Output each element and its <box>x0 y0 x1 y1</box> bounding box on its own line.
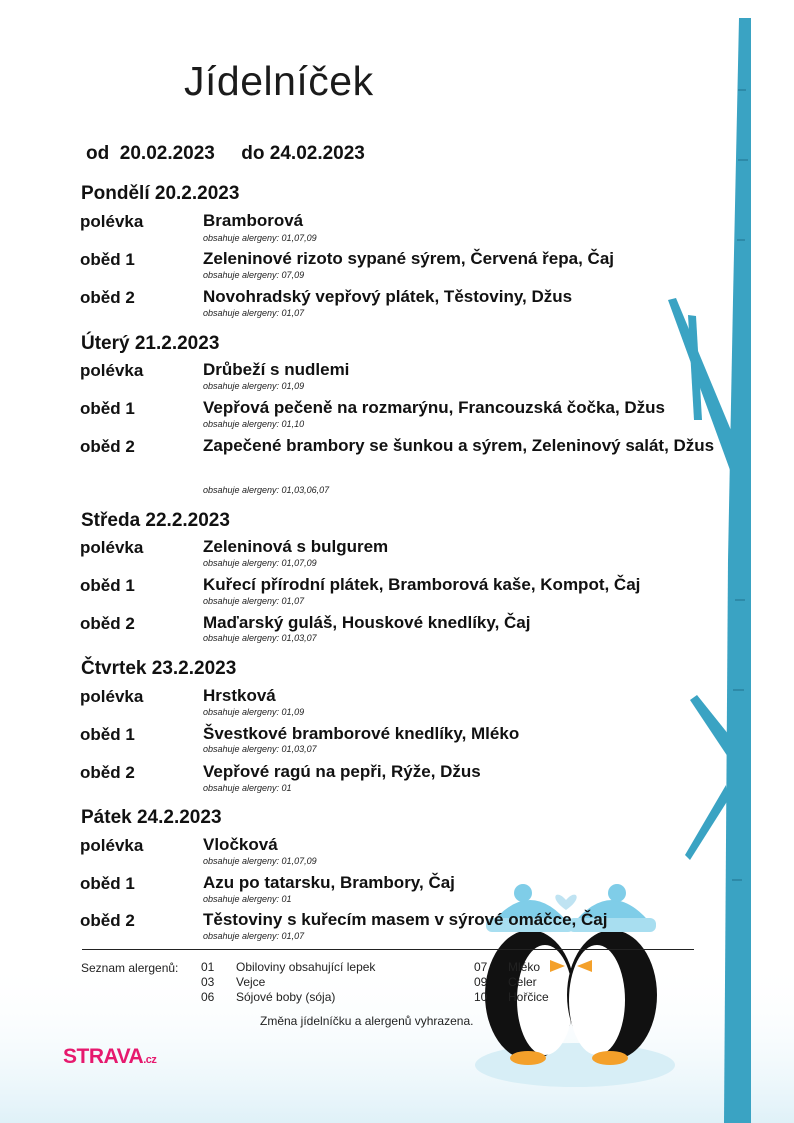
meal-label: oběd 2 <box>80 763 135 782</box>
meal-allergens: obsahuje alergeny: 01,03,07 <box>203 633 317 643</box>
meal-dish: Vepřová pečeně na rozmarýnu, Francouzská čočka, Džus <box>203 398 666 417</box>
disclaimer: Změna jídelníčku a alergenů vyhrazena. <box>260 1014 474 1028</box>
allergen-code: 10 <box>474 990 488 1004</box>
meal-label: polévka <box>80 538 144 557</box>
meal-allergens: obsahuje alergeny: 01,07,09 <box>203 856 317 866</box>
meal-label: oběd 1 <box>80 725 135 744</box>
allergen-code: 06 <box>201 990 215 1004</box>
meal-allergens: obsahuje alergeny: 01,09 <box>203 707 305 717</box>
meal-allergens: obsahuje alergeny: 01,03,06,07 <box>203 485 330 495</box>
meal-allergens: obsahuje alergeny: 01,07 <box>203 596 305 606</box>
allergen-code: 01 <box>201 960 215 974</box>
meal-dish: Zeleninové rizoto sypané sýrem, Červená řepa, Čaj <box>203 249 614 268</box>
day-heading: Úterý 21.2.2023 <box>81 333 220 354</box>
meal-label: oběd 2 <box>80 437 135 456</box>
allergen-name: Vejce <box>236 975 266 989</box>
meal-label: oběd 1 <box>80 399 135 418</box>
page-title: Jídelníček <box>184 58 374 104</box>
day-heading: Pondělí 20.2.2023 <box>81 183 240 204</box>
meal-label: oběd 2 <box>80 614 135 633</box>
allergen-name: Mléko <box>508 960 541 974</box>
meal-label: oběd 1 <box>80 874 135 893</box>
meal-allergens: obsahuje alergeny: 01,03,07 <box>203 744 317 754</box>
meal-dish: Zeleninová s bulgurem <box>203 537 389 556</box>
meal-label: polévka <box>80 212 144 231</box>
from-label: od <box>86 143 110 164</box>
allergen-name: Celer <box>508 975 537 989</box>
meal-label: polévka <box>80 836 144 855</box>
meal-label: oběd 1 <box>80 576 135 595</box>
from-date: 20.02.2023 <box>119 143 215 164</box>
meal-allergens: obsahuje alergeny: 07,09 <box>203 270 305 280</box>
meal-dish: Vepřové ragú na pepři, Rýže, Džus <box>203 762 481 781</box>
allergen-list-label: Seznam alergenů: <box>81 961 179 975</box>
meal-dish: Azu po tatarsku, Brambory, Čaj <box>203 873 455 892</box>
meal-allergens: obsahuje alergeny: 01,07 <box>203 308 305 318</box>
to-date: 24.02.2023 <box>269 143 365 164</box>
meal-dish: Maďarský guláš, Houskové knedlíky, Čaj <box>203 613 531 632</box>
day-heading: Čtvrtek 23.2.2023 <box>81 658 237 679</box>
meal-dish: Hrstková <box>203 686 276 705</box>
allergen-code: 03 <box>201 975 215 989</box>
meal-dish: Bramborová <box>203 211 304 230</box>
meal-label: oběd 1 <box>80 250 135 269</box>
meal-dish: Vločková <box>203 835 278 854</box>
day-heading: Středa 22.2.2023 <box>81 510 230 531</box>
day-heading: Pátek 24.2.2023 <box>81 807 222 828</box>
meal-dish: Zapečené brambory se šunkou a sýrem, Zeleninový salát, Džus <box>203 436 715 455</box>
meal-dish: Drůbeží s nudlemi <box>203 360 350 379</box>
divider <box>82 949 694 950</box>
meal-dish: Těstoviny s kuřecím masem v sýrové omáčce, Čaj <box>203 910 608 929</box>
meal-label: polévka <box>80 687 144 706</box>
logo-suffix: .cz <box>143 1054 157 1066</box>
meal-dish: Kuřecí přírodní plátek, Bramborová kaše, Kompot, Čaj <box>203 575 641 594</box>
to-label: do <box>241 143 265 164</box>
date-range <box>86 143 365 165</box>
meal-allergens: obsahuje alergeny: 01,07,09 <box>203 558 317 568</box>
meal-dish: Novohradský vepřový plátek, Těstoviny, Džus <box>203 287 573 306</box>
allergen-code: 07 <box>474 960 488 974</box>
allergen-name: Sójové boby (sója) <box>236 990 336 1004</box>
allergen-code: 09 <box>474 975 488 989</box>
logo-text: STRAVA <box>63 1045 144 1068</box>
snow-ground <box>0 960 794 1123</box>
meal-allergens: obsahuje alergeny: 01 <box>203 894 292 904</box>
ice-floe <box>475 1043 675 1087</box>
meal-allergens: obsahuje alergeny: 01,09 <box>203 381 305 391</box>
meal-label: polévka <box>80 361 144 380</box>
allergen-name: Obiloviny obsahující lepek <box>236 960 376 974</box>
meal-dish: Švestkové bramborové knedlíky, Mléko <box>203 724 520 743</box>
heart-icon <box>555 895 576 910</box>
meal-label: oběd 2 <box>80 288 135 307</box>
meal-allergens: obsahuje alergeny: 01 <box>203 783 292 793</box>
tree-trunk <box>724 18 751 1123</box>
allergen-name: Hořčice <box>508 990 549 1004</box>
meal-allergens: obsahuje alergeny: 01,10 <box>203 419 305 429</box>
strava-logo <box>63 1045 156 1069</box>
meal-allergens: obsahuje alergeny: 01,07 <box>203 931 305 941</box>
meal-allergens: obsahuje alergeny: 01,07,09 <box>203 233 317 243</box>
meal-label: oběd 2 <box>80 911 135 930</box>
